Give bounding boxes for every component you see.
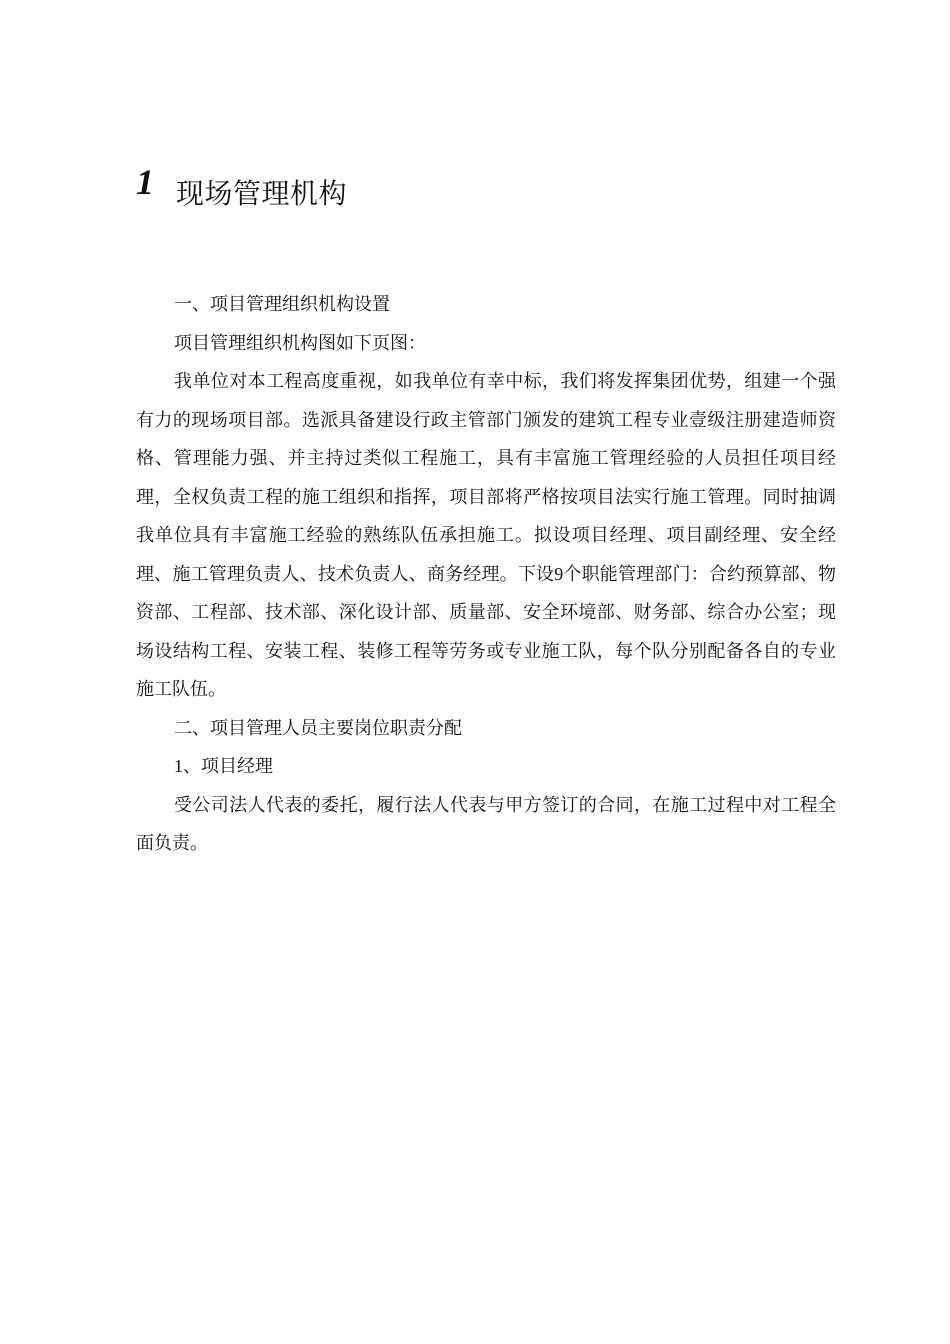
subsection-heading-project-manager: 1、项目经理 xyxy=(174,756,273,776)
chapter-number: 1 xyxy=(136,162,154,202)
chapter-title: 现场管理机构 xyxy=(176,177,348,210)
paragraph-project-manager-duty: 受公司法人代表的委托，履行法人代表与甲方签订的合同，在施工过程中对工程全面负责。 xyxy=(136,794,836,853)
body-text xyxy=(136,285,836,863)
chapter-header xyxy=(136,158,347,214)
section-heading-responsibilities: 二、项目管理人员主要岗位职责分配 xyxy=(174,717,462,738)
section-heading-org-setup: 一、项目管理组织机构设置 xyxy=(174,294,390,314)
paragraph-org-chart-note: 项目管理组织机构图如下页图： xyxy=(174,332,426,353)
paragraph-org-description: 我单位对本工程高度重视，如我单位有幸中标，我们将发挥集团优势，组建一个强有力的现场项目部。选派具备建设行政主管部门颁发的建筑工程专业壹级注册建造师资格、管理能力强、并主持过类似工程施工，具有丰富施工管理经验的人员担任项目经理，全权负责工程的施工组织和指挥，项目部将严格按项目法实行施工管理。同时抽调我单位具有丰富施工经验的熟练队伍承担施工。拟设项目经理、项目副经理、安全经理、施工管理负责人、技术负责人、商务经理。下设9个职能管理部门：合约预算部、物资部、工程部、技术部、深化设计部、质量部、安全环境部、财务部、综合办公室；现场设结构工程、安装工程、装修工程等劳务或专业施工队，每个队分别配备各自的专业施工队伍。 xyxy=(136,371,836,699)
